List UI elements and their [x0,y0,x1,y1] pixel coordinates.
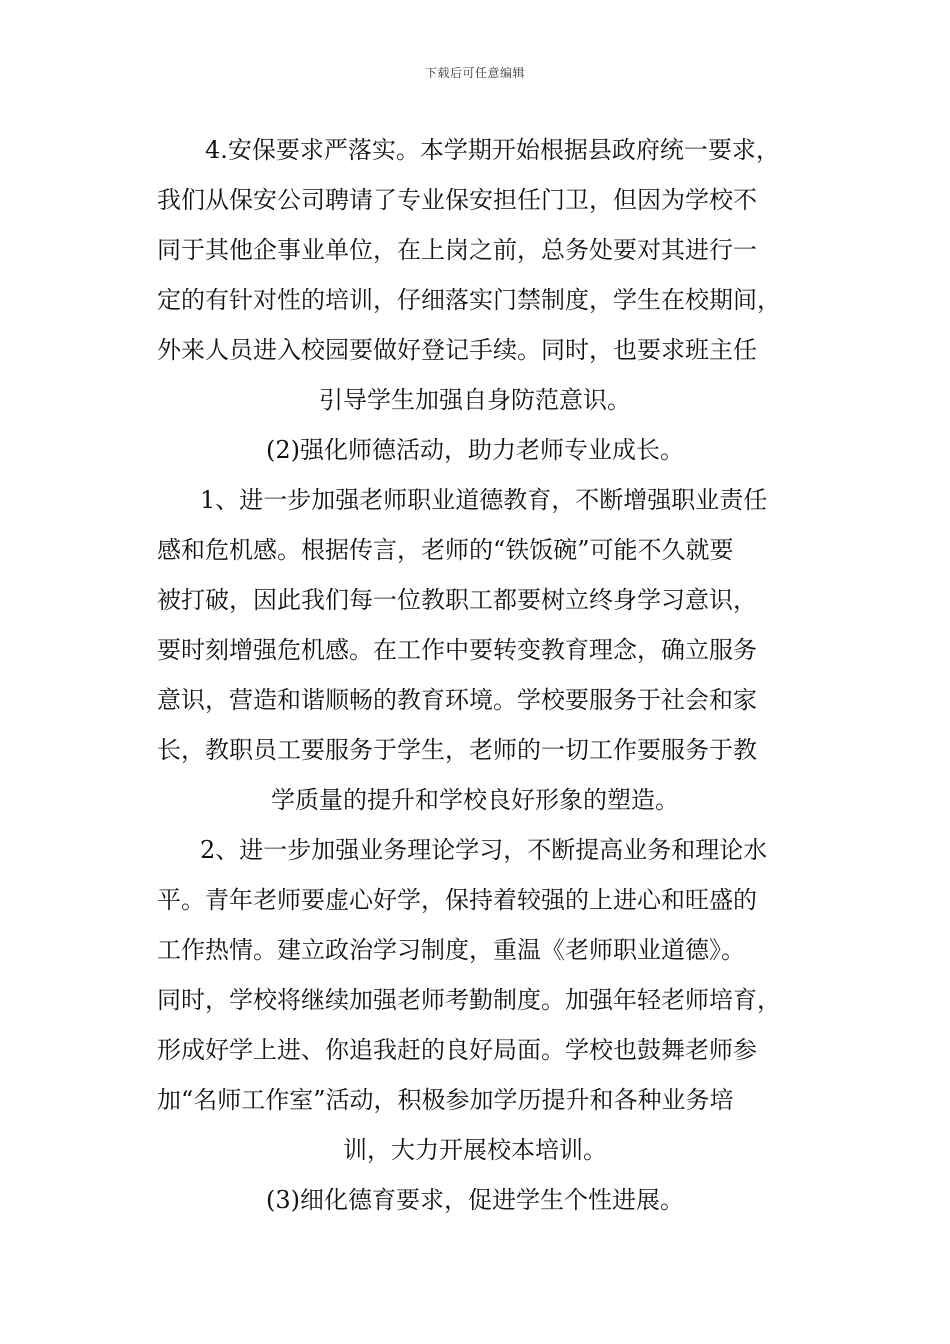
paragraph-line: 学质量的提升和学校良好形象的塑造。 [271,786,679,814]
paragraph-line: 2、进一步加强业务理论学习，不断提高业务和理论水 [200,836,768,864]
paragraph-line: 形成好学上进、你追我赶的良好局面。学校也鼓舞老师参 [157,1036,757,1064]
paragraph-line: 引导学生加强自身防范意识。 [319,386,631,414]
paragraph-line: 感和危机感。根据传言，老师的“铁饭碗”可能不久就要 [157,536,734,564]
paragraph-line: 1、进一步加强老师职业道德教育，不断增强职业责任 [200,486,768,514]
paragraph-line: 4.安保要求严落实。本学期开始根据县政府统一要求， [205,136,780,164]
paragraph-line: 定的有针对性的培训，仔细落实门禁制度，学生在校期间， [157,286,781,314]
paragraph-line: 要时刻增强危机感。在工作中要转变教育理念，确立服务 [157,636,757,664]
paragraph-line: 加“名师工作室”活动，积极参加学历提升和各种业务培 [157,1086,734,1114]
section-heading: (3)细化德育要求，促进学生个性进展。 [266,1186,684,1214]
paragraph-line: 意识，营造和谐顺畅的教育环境。学校要服务于社会和家 [157,686,757,714]
paragraph-line: 被打破，因此我们每一位教职工都要树立终身学习意识， [157,586,757,614]
paragraph-line: 同时，学校将继续加强老师考勤制度。加强年轻老师培育， [157,986,781,1014]
paragraph-line: 平。青年老师要虚心好学，保持着较强的上进心和旺盛的 [157,886,757,914]
paragraph-line: 训，大力开展校本培训。 [343,1136,607,1164]
page-header: 下载后可任意编辑 [424,66,525,80]
paragraph-line: 我们从保安公司聘请了专业保安担任门卫，但因为学校不 [157,186,757,214]
paragraph-line: 同于其他企事业单位，在上岗之前，总务处要对其进行一 [157,236,757,264]
paragraph-line: 外来人员进入校园要做好登记手续。同时，也要求班主任 [157,336,757,364]
paragraph-line: 工作热情。建立政治学习制度，重温《老师职业道德》。 [157,936,745,964]
paragraph-line: 长，教职员工要服务于学生，老师的一切工作要服务于教 [157,736,757,764]
section-heading: (2)强化师德活动，助力老师专业成长。 [266,436,684,464]
